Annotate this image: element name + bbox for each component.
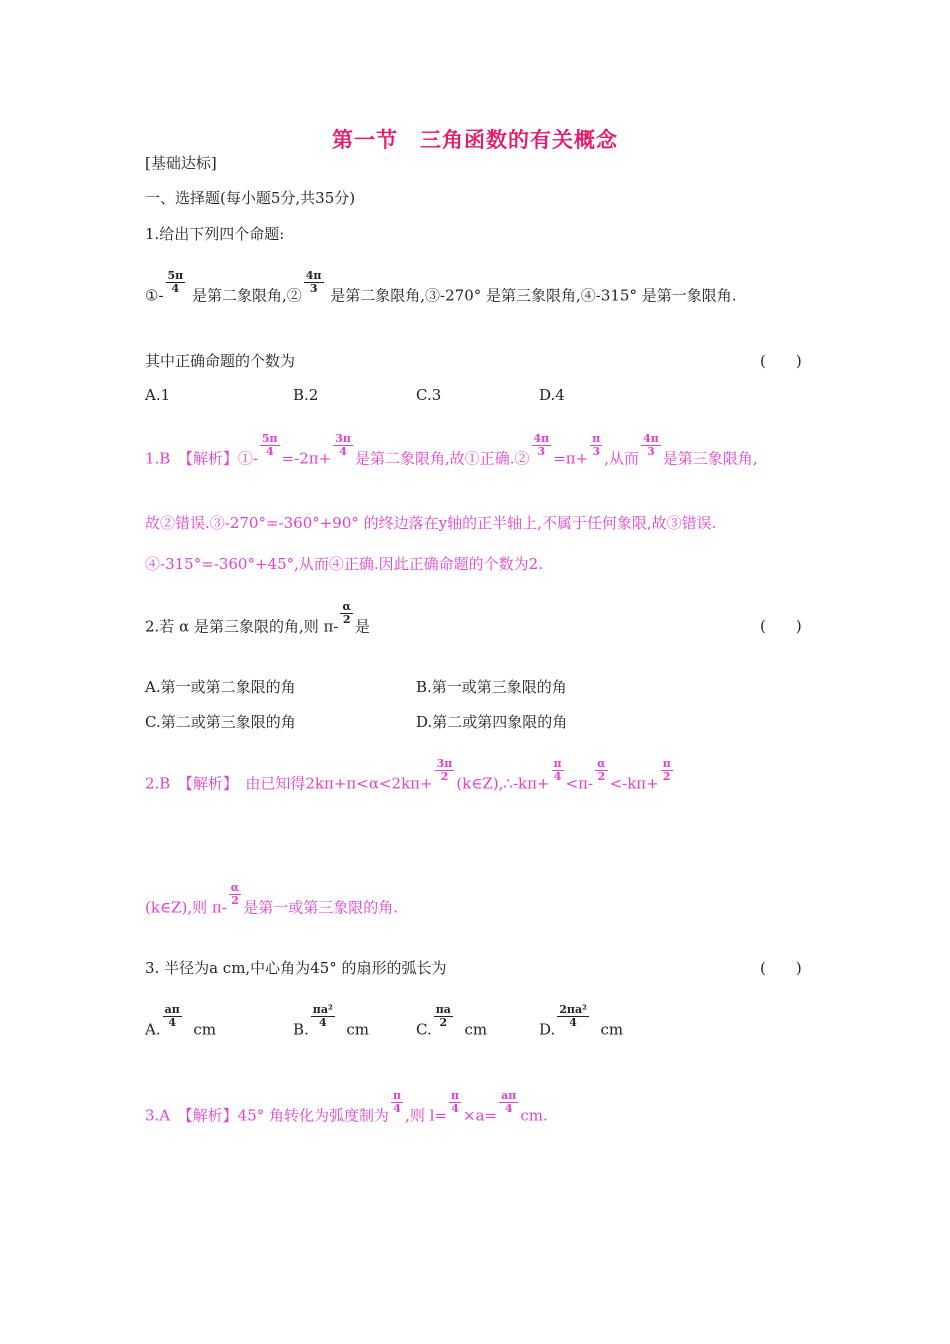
fraction-denominator: 4	[265, 445, 274, 458]
fraction-numerator: 4π	[305, 269, 322, 282]
fraction-numerator: π	[553, 757, 562, 770]
q2-option-b: B.第一或第三象限的角	[416, 678, 567, 696]
fraction	[532, 433, 552, 458]
fraction-denominator: 3	[537, 445, 546, 458]
text-run: cm	[600, 1020, 624, 1039]
text-run: (k∈Z),∴-kπ+	[456, 774, 550, 793]
fraction	[391, 1090, 403, 1115]
fraction	[229, 882, 241, 907]
q1-option-c: C.3	[416, 386, 442, 404]
text-run: 是第三象限角,	[662, 449, 758, 468]
fraction-denominator: 4	[339, 445, 347, 458]
fraction-denominator: 3	[592, 445, 601, 458]
fraction	[304, 270, 324, 295]
text-run: cm.	[520, 1106, 548, 1125]
fraction-numerator: aπ	[501, 1089, 517, 1102]
fraction-denominator: 2	[439, 1016, 448, 1029]
text-run: 是第二象限角,③-270° 是第三象限角,④-315° 是第一象限角.	[325, 286, 737, 305]
text-run: B.	[293, 1020, 309, 1039]
text-run: ①-	[145, 286, 164, 305]
fraction	[340, 601, 352, 626]
fraction-denominator: 2	[231, 894, 239, 907]
text-run: =-2π+	[281, 449, 332, 468]
fraction-numerator: πa²	[312, 1003, 333, 1016]
fraction	[311, 1004, 335, 1029]
text-run: ×a=	[463, 1106, 498, 1125]
text-run: cm	[193, 1020, 216, 1039]
text-run: cm	[346, 1020, 369, 1039]
fraction-numerator: 5π	[167, 269, 184, 282]
fraction-numerator: α	[597, 757, 606, 770]
q1-option-a: A.1	[145, 386, 171, 404]
q1-ask: 其中正确命题的个数为	[145, 352, 296, 370]
q3-stem: 3. 半径为a cm,中心角为45° 的扇形的弧长为	[145, 959, 447, 977]
fraction-denominator: 3	[647, 445, 655, 458]
fraction-denominator: 4	[451, 1102, 459, 1115]
q2-answer-paren: ( )	[760, 617, 802, 635]
part-heading: 一、选择题(每小题5分,共35分)	[145, 189, 356, 207]
q2-solution-line2	[145, 881, 399, 921]
section-label: [基础达标]	[145, 154, 217, 172]
text-run: =π+	[553, 449, 589, 468]
fraction-denominator: 4	[168, 1016, 177, 1029]
q1-option-d: D.4	[539, 386, 565, 404]
fraction-numerator: π	[393, 1089, 402, 1102]
fraction-numerator: 4π	[643, 432, 659, 445]
fraction	[499, 1090, 518, 1115]
q1-solution-line3: ④-315°=-360°+45°,从而④正确.因此正确命题的个数为2.	[145, 555, 543, 573]
fraction	[449, 1090, 461, 1115]
text-run: 3.A 【解析】45° 角转化为弧度制为	[145, 1106, 390, 1125]
q2-option-d: D.第二或第四象限的角	[416, 713, 568, 731]
fraction-numerator: π	[662, 757, 671, 770]
q1-solution-line2: 故②错误.③-270°=-360°+90° 的终边落在y轴的正半轴上,不属于任何象限,故③错误.	[145, 514, 717, 532]
text-run: 是第二象限角,故①正确.②	[354, 449, 530, 468]
text-run: 是第一或第三象限的角.	[243, 898, 399, 917]
q2-option-c: C.第二或第三象限的角	[145, 713, 296, 731]
text-run: cm	[464, 1020, 488, 1039]
fraction-numerator: α	[342, 600, 351, 613]
text-run: 2.B 【解析】 由已知得2kπ+π<α<2kπ+	[145, 774, 433, 793]
text-run: 是第二象限角,②	[187, 286, 302, 305]
fraction	[552, 758, 564, 783]
fraction	[641, 433, 661, 458]
q3-answer-paren: ( )	[760, 959, 802, 977]
fraction	[333, 433, 353, 458]
text-run: 2.若 α 是第三象限的角,则 π-	[145, 617, 339, 636]
fraction-numerator: α	[230, 881, 240, 894]
q2-stem	[145, 600, 370, 640]
fraction-denominator: 2	[662, 770, 671, 783]
fraction-numerator: π	[592, 432, 601, 445]
fraction	[434, 1004, 453, 1029]
text-run: 是	[354, 617, 370, 636]
fraction-denominator: 4	[393, 1102, 401, 1115]
text-run: ,从而	[604, 449, 640, 468]
fraction-numerator: 3π	[335, 432, 351, 445]
fraction	[166, 270, 186, 295]
fraction	[661, 758, 673, 783]
q3-option-d	[539, 1003, 624, 1043]
fraction-denominator: 2	[342, 613, 351, 626]
q3-option-b	[293, 1003, 369, 1043]
fraction	[595, 758, 607, 783]
fraction-denominator: 2	[440, 770, 449, 783]
fraction-numerator: 3π	[436, 757, 453, 770]
fraction-denominator: 4	[504, 1102, 513, 1115]
q1-option-b: B.2	[293, 386, 319, 404]
text-run: ,则 l=	[405, 1106, 447, 1125]
text-run: C.	[416, 1020, 432, 1039]
text-run: A.	[145, 1020, 161, 1039]
text-run: 1.B 【解析】①-	[145, 449, 258, 468]
fraction	[435, 758, 455, 783]
fraction-numerator: 2πa²	[559, 1003, 587, 1016]
fraction	[163, 1004, 182, 1029]
q1-answer-paren: ( )	[760, 352, 802, 370]
fraction	[590, 433, 602, 458]
fraction-denominator: 4	[171, 282, 180, 295]
fraction-numerator: πa	[435, 1003, 451, 1016]
fraction	[557, 1004, 589, 1029]
fraction-denominator: 3	[309, 282, 318, 295]
fraction-numerator: 5π	[261, 432, 278, 445]
fraction-numerator: aπ	[164, 1003, 180, 1016]
fraction-denominator: 4	[553, 770, 562, 783]
text-run: <π-	[565, 774, 594, 793]
fraction-denominator: 2	[597, 770, 606, 783]
text-run: (k∈Z),则 π-	[145, 898, 227, 917]
page-title: 第一节 三角函数的有关概念	[332, 127, 618, 152]
text-run: D.	[539, 1020, 556, 1039]
q2-option-a: A.第一或第二象限的角	[145, 678, 296, 696]
fraction-numerator: 4π	[533, 432, 550, 445]
q1-stem: 1.给出下列四个命题:	[145, 225, 285, 243]
fraction	[260, 433, 280, 458]
fraction-denominator: 4	[318, 1016, 327, 1029]
text-run: <-kπ+	[609, 774, 659, 793]
fraction-numerator: π	[450, 1089, 460, 1102]
fraction-denominator: 4	[569, 1016, 577, 1029]
